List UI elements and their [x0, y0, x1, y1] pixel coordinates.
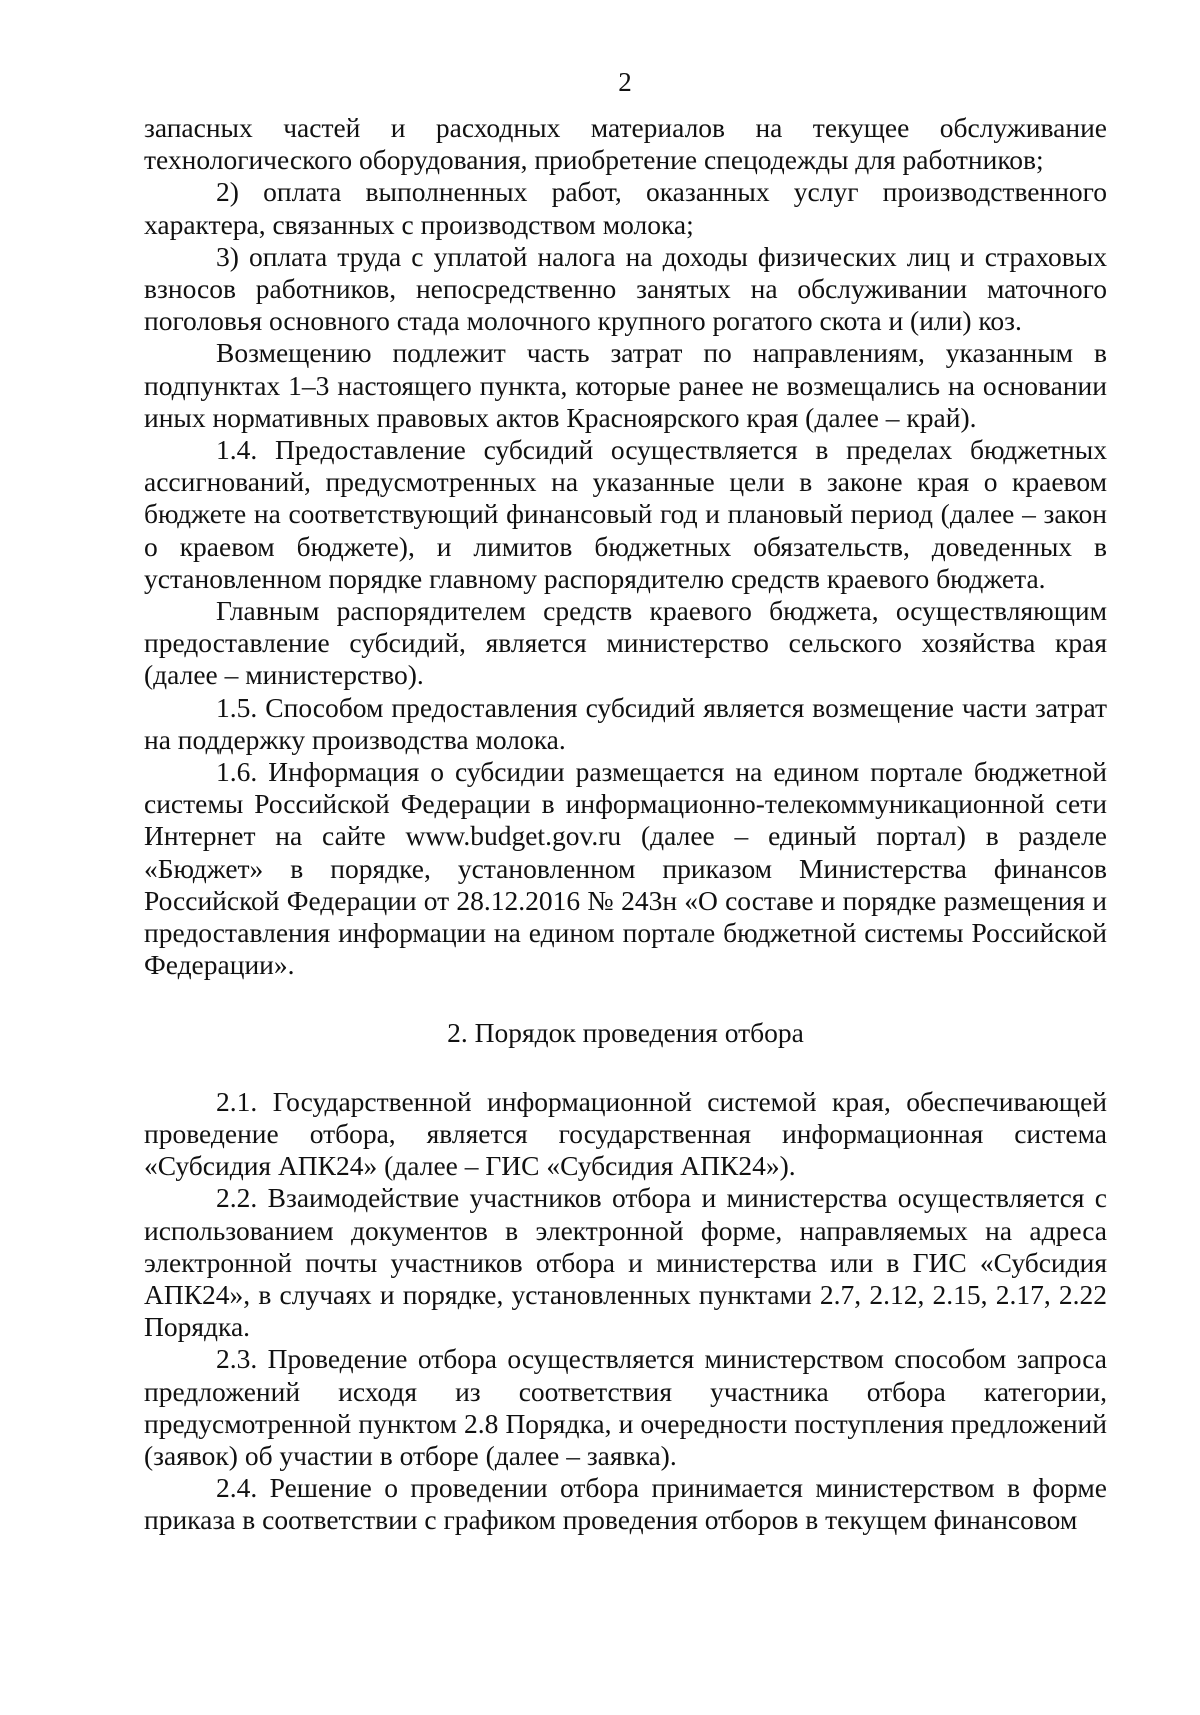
paragraph-item-3: 3) оплата труда с уплатой налога на доходы физических лиц и страховых взносов работников, непосредственно занятых на обслуживании маточного поголовья основного стада молочного крупного рогатого скота и (или) коз.: [144, 240, 1107, 337]
paragraph-continuation: запасных частей и расходных материалов на текущее обслуживание технологического оборудования, приобретение спецодежды для работников;: [144, 112, 1107, 176]
document-body: [144, 112, 1107, 1537]
paragraph-main-administrator: Главным распорядителем средств краевого бюджета, осуществляющим предоставление субсидий, является министерство сельского хозяйства края (далее – министерство).: [144, 595, 1107, 691]
paragraph-2-1: 2.1. Государственной информационной системой края, обеспечивающей проведение отбора, является государственная информационная система «Субсидия АПК24» (далее – ГИС «Субсидия АПК24»).: [144, 1085, 1107, 1182]
paragraph-item-2: 2) оплата выполненных работ, оказанных услуг производственного характера, связанных с производством молока;: [144, 176, 1107, 240]
paragraph-1-6: 1.6. Информация о субсидии размещается на едином портале бюджетной системы Российской Федерации в информационно-телекоммуникационной сети Интернет на сайте www.budget.gov.ru (далее – единый портал) в разделе «Бюджет» в порядке, установленном приказом Министерства финансов Российской Федерации от 28.12.2016 № 243н «О составе и порядке размещения и предоставления информации на едином портале бюджетной системы Российской Федерации».: [144, 756, 1107, 981]
paragraph-2-3: 2.3. Проведение отбора осуществляется министерством способом запроса предложений исходя из соответствия участника отбора категории, предусмотренной пунктом 2.8 Порядка, и очередности поступления предложений (заявок) об участии в отборе (далее – заявка).: [144, 1343, 1107, 1471]
paragraph-1-4: 1.4. Предоставление субсидий осуществляется в пределах бюджетных ассигнований, предусмотренных на указанные цели в законе края о краевом бюджете на соответствующий финансовый год и плановый период (далее – закон о краевом бюджете), и лимитов бюджетных обязательств, доведенных в установленном порядке главному распорядителю средств краевого бюджета.: [144, 434, 1107, 594]
page-number: 2: [618, 67, 632, 97]
section-heading: 2. Порядок проведения отбора: [447, 1017, 804, 1049]
paragraph-1-5: 1.5. Способом предоставления субсидий является возмещение части затрат на поддержку производства молока.: [144, 691, 1107, 755]
paragraph-2-2: 2.2. Взаимодействие участников отбора и министерства осуществляется с использованием документов в электронной форме, направляемых на адреса электронной почты участников отбора и министерства или в ГИС «Субсидия АПК24», в случаях и порядке, установленных пунктами 2.7, 2.12, 2.15, 2.17, 2.22 Порядка.: [144, 1182, 1107, 1343]
paragraph-2-4: 2.4. Решение о проведении отбора принимается министерством в форме приказа в соответствии с графиком проведения отборов в текущем финансовом: [144, 1472, 1107, 1536]
paragraph-reimbursement: Возмещению подлежит часть затрат по направлениям, указанным в подпунктах 1–3 настоящего пункта, которые ранее не возмещались на основании иных нормативных правовых актов Красноярского края (далее – край).: [144, 337, 1107, 433]
